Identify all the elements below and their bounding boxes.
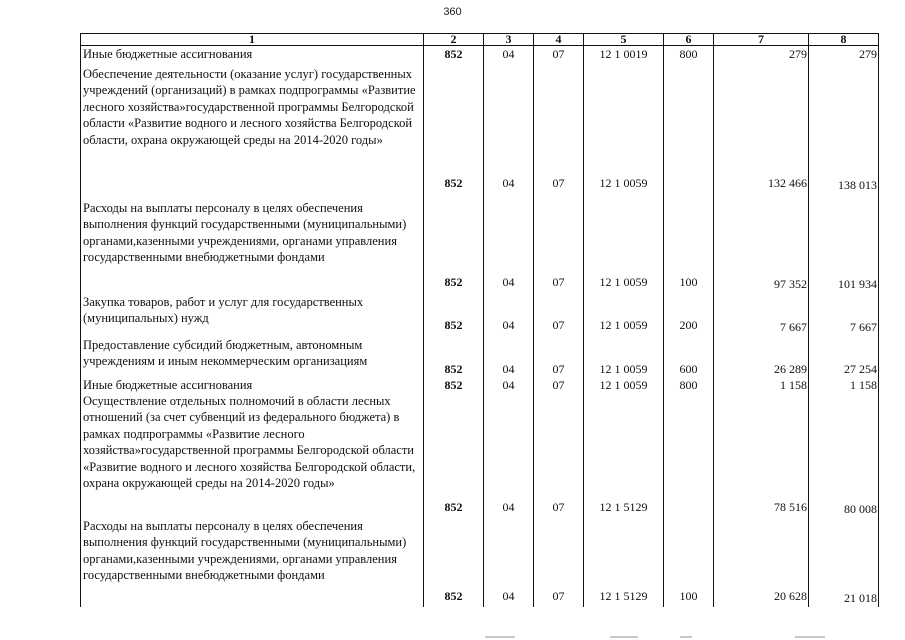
cell-section (484, 200, 534, 294)
cell-amount-year-2 (809, 294, 879, 337)
header-col-2: 2 (424, 34, 484, 46)
cell-target-article (584, 66, 664, 200)
cell-amount-year-1-value: 7 667 (780, 319, 807, 334)
cell-section-value: 04 (502, 361, 515, 376)
header-col-1: 1 (81, 34, 424, 46)
table-row (81, 66, 879, 200)
cell-amount-year-1 (714, 200, 809, 294)
cell-target-article-value: 12 1 0059 (599, 361, 648, 376)
cell-amount-year-2-value: 27 254 (844, 361, 877, 376)
cell-target-article-value: 12 1 5129 (599, 499, 648, 514)
cell-target-article-value: 12 1 0059 (599, 274, 648, 289)
cell-expense-type (664, 337, 714, 378)
header-col-5: 5 (584, 34, 664, 46)
cell-subsection-value: 07 (552, 588, 565, 603)
row-description: Расходы на выплаты персоналу в целях обеспечения выполнения функций государственными (муниципальными) органами,казенными учреждениями, органами управления государственными внебюджетными фондами (81, 518, 424, 607)
table-row (81, 518, 879, 607)
cell-amount-year-1-value: 78 516 (774, 499, 807, 514)
cell-section-value: 04 (502, 175, 515, 190)
table-row (81, 200, 879, 294)
scan-artifact (485, 636, 515, 638)
scan-artifact (680, 636, 692, 638)
cell-target-article (584, 393, 664, 518)
cell-subsection-value: 07 (552, 499, 565, 514)
cell-ministry-value: 852 (444, 317, 463, 332)
cell-section (484, 294, 534, 337)
cell-ministry: 852 (424, 46, 484, 66)
cell-amount-year-2-value: 138 013 (838, 177, 877, 192)
page-number: 360 (443, 6, 462, 18)
cell-target-article: 12 1 0059 (584, 378, 664, 393)
cell-expense-type-value: 600 (679, 361, 698, 376)
cell-subsection (534, 337, 584, 378)
cell-ministry-value: 852 (444, 361, 463, 376)
cell-target-article-value: 12 1 0059 (599, 175, 648, 190)
cell-amount-year-1-value: 26 289 (774, 361, 807, 376)
cell-ministry (424, 294, 484, 337)
cell-amount-year-1-value: 132 466 (768, 175, 807, 190)
header-col-4: 4 (534, 34, 584, 46)
cell-target-article (584, 337, 664, 378)
cell-subsection: 07 (534, 46, 584, 66)
row-description: Закупка товаров, работ и услуг для государственных (муниципальных) нужд (81, 294, 424, 337)
cell-target-article-value: 12 1 5129 (599, 588, 648, 603)
cell-amount-year-2: 279 (809, 46, 879, 66)
cell-ministry (424, 337, 484, 378)
row-description: Иные бюджетные ассигнования (81, 378, 424, 393)
table-row (81, 46, 879, 66)
cell-ministry-value: 852 (444, 499, 463, 514)
scan-artifact (610, 636, 638, 638)
cell-ministry (424, 66, 484, 200)
cell-amount-year-1: 1 158 (714, 378, 809, 393)
cell-section (484, 518, 534, 607)
table-row (81, 337, 879, 378)
cell-subsection: 07 (534, 378, 584, 393)
cell-amount-year-2 (809, 200, 879, 294)
cell-section: 04 (484, 46, 534, 66)
cell-ministry-value: 852 (444, 175, 463, 190)
table-row (81, 378, 879, 393)
cell-target-article (584, 518, 664, 607)
cell-subsection-value: 07 (552, 175, 565, 190)
cell-target-article: 12 1 0019 (584, 46, 664, 66)
cell-amount-year-1 (714, 294, 809, 337)
cell-expense-type: 800 (664, 46, 714, 66)
cell-amount-year-1 (714, 518, 809, 607)
cell-amount-year-2: 1 158 (809, 378, 879, 393)
cell-expense-type-value: 200 (679, 317, 698, 332)
header-col-7: 7 (714, 34, 809, 46)
cell-expense-type: 800 (664, 378, 714, 393)
budget-table (80, 33, 879, 607)
table-row (81, 294, 879, 337)
cell-section (484, 393, 534, 518)
cell-amount-year-1 (714, 337, 809, 378)
cell-amount-year-2 (809, 337, 879, 378)
cell-target-article (584, 294, 664, 337)
cell-amount-year-1-value: 97 352 (774, 276, 807, 291)
header-col-6: 6 (664, 34, 714, 46)
header-col-8: 8 (809, 34, 879, 46)
cell-ministry: 852 (424, 378, 484, 393)
cell-subsection-value: 07 (552, 317, 565, 332)
table-row (81, 393, 879, 518)
cell-subsection (534, 200, 584, 294)
cell-amount-year-2-value: 101 934 (838, 276, 877, 291)
table-header-row (81, 34, 879, 46)
cell-ministry (424, 200, 484, 294)
cell-amount-year-1: 279 (714, 46, 809, 66)
cell-amount-year-2-value: 80 008 (844, 501, 877, 516)
cell-subsection (534, 393, 584, 518)
cell-amount-year-1 (714, 66, 809, 200)
cell-amount-year-2-value: 21 018 (844, 590, 877, 605)
cell-expense-type (664, 66, 714, 200)
cell-amount-year-1 (714, 393, 809, 518)
scan-artifact (795, 636, 825, 638)
cell-amount-year-2 (809, 518, 879, 607)
cell-amount-year-1-value: 20 628 (774, 588, 807, 603)
cell-target-article-value: 12 1 0059 (599, 317, 648, 332)
cell-target-article (584, 200, 664, 294)
cell-subsection (534, 294, 584, 337)
cell-section-value: 04 (502, 274, 515, 289)
cell-subsection (534, 518, 584, 607)
cell-ministry (424, 518, 484, 607)
cell-amount-year-2 (809, 66, 879, 200)
cell-ministry-value: 852 (444, 274, 463, 289)
cell-section-value: 04 (502, 317, 515, 332)
cell-section-value: 04 (502, 499, 515, 514)
cell-amount-year-2-value: 7 667 (850, 319, 877, 334)
cell-subsection-value: 07 (552, 361, 565, 376)
row-description: Расходы на выплаты персоналу в целях обеспечения выполнения функций государственными (муниципальными) органами,казенными учреждениями, органами управления государственными внебюджетными фондами (81, 200, 424, 294)
cell-expense-type (664, 518, 714, 607)
cell-subsection (534, 66, 584, 200)
cell-amount-year-2 (809, 393, 879, 518)
row-description: Обеспечение деятельности (оказание услуг) государственных учреждений (организаций) в рамках подпрограммы «Развитие лесного хозяйства»государственной программы Белгородской области «Развитие водного и лесного хозяйства Белгородской области, охрана окружающей среды на 2014-2020 годы» (81, 66, 424, 200)
row-description: Предоставление субсидий бюджетным, автономным учреждениям и иным некоммерческим организациям (81, 337, 424, 378)
cell-expense-type-value: 100 (679, 274, 698, 289)
row-description: Осуществление отдельных полномочий в области лесных отношений (за счет субвенций из федерального бюджета) в рамках подпрограммы «Развитие лесного хозяйства»государственной программы Белгородской области «Развитие водного и лесного хозяйства Белгородской области, охрана окружающей среды на 2014-2020 годы» (81, 393, 424, 518)
cell-section (484, 337, 534, 378)
cell-expense-type (664, 200, 714, 294)
header-col-3: 3 (484, 34, 534, 46)
cell-expense-type (664, 294, 714, 337)
row-description: Иные бюджетные ассигнования (81, 46, 424, 66)
cell-ministry-value: 852 (444, 588, 463, 603)
cell-section (484, 66, 534, 200)
table-body (81, 46, 879, 607)
cell-subsection-value: 07 (552, 274, 565, 289)
cell-section: 04 (484, 378, 534, 393)
cell-section-value: 04 (502, 588, 515, 603)
cell-ministry (424, 393, 484, 518)
cell-expense-type-value: 100 (679, 588, 698, 603)
cell-expense-type (664, 393, 714, 518)
